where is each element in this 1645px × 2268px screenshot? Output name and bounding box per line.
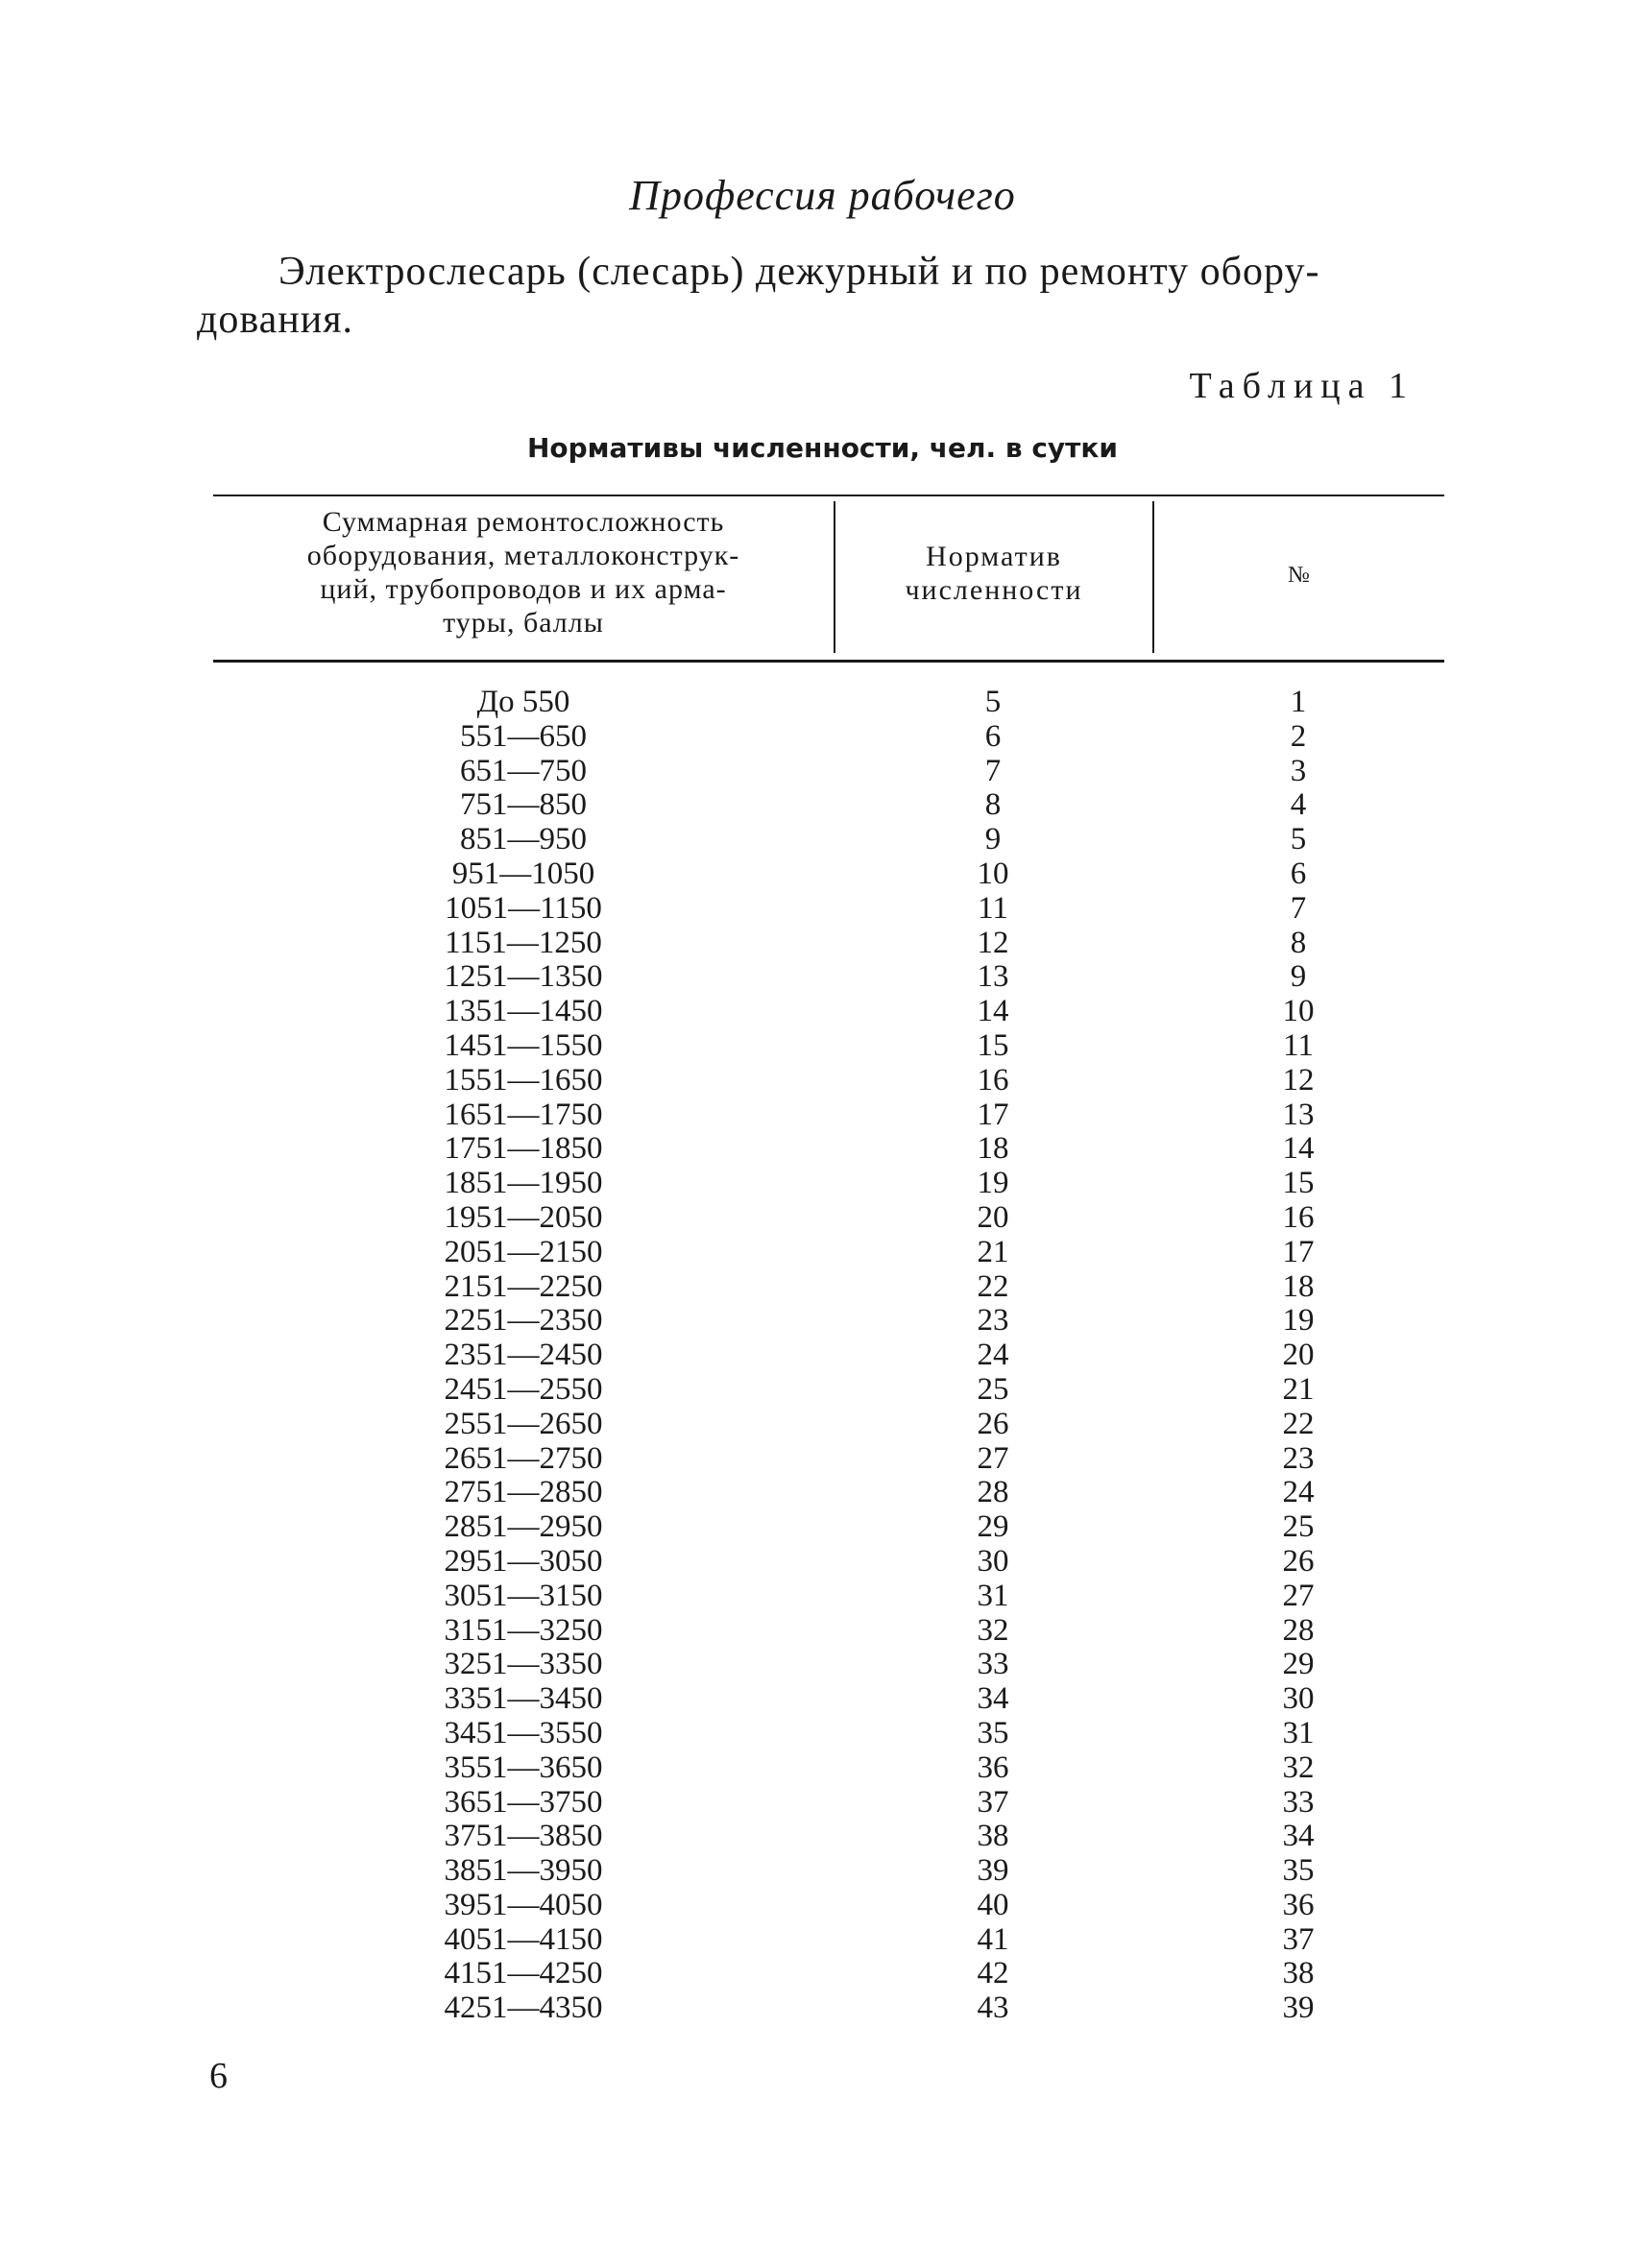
norm-cell: 28 [977,1475,1009,1510]
table-row [213,1098,1444,1133]
norm-cell: 5 [984,685,1002,719]
range-cell: 4251—4350 [444,1991,603,2026]
column-header-norm: Норматив численности [905,541,1083,606]
range-cell: 2251—2350 [444,1303,603,1339]
number-cell: 25 [1282,1509,1315,1545]
range-cell: 551—650 [460,718,587,754]
range-cell: 3251—3350 [444,1647,603,1682]
number-cell: 7 [1290,890,1307,926]
norm-cell: 23 [977,1303,1009,1339]
number-cell: 4 [1290,787,1307,823]
norm-cell: 15 [977,1027,1009,1063]
number-cell: 10 [1282,994,1315,1029]
norm-cell: 13 [977,959,1009,995]
norm-cell: 33 [977,1647,1009,1682]
number-cell: 30 [1282,1681,1315,1717]
table-row [213,995,1444,1029]
norm-cell: 7 [984,753,1002,788]
table-row [213,1614,1444,1649]
norm-cell: 12 [977,925,1009,960]
norm-cell: 25 [977,1371,1009,1407]
norm-cell: 17 [977,1097,1009,1132]
range-cell: 1951—2050 [444,1199,603,1235]
number-cell: 12 [1282,1062,1315,1098]
table-row [213,1408,1444,1442]
norm-cell: 31 [977,1578,1009,1613]
range-cell: 1651—1750 [444,1097,603,1132]
table-row [213,1854,1444,1889]
range-cell: 651—750 [460,753,587,788]
norm-cell: 30 [977,1543,1009,1579]
table-row [213,1373,1444,1408]
number-cell: 26 [1282,1543,1315,1579]
norm-cell: 9 [984,822,1002,857]
number-cell: 22 [1282,1406,1315,1441]
table-row [213,1304,1444,1339]
norm-cell: 29 [977,1509,1009,1545]
norm-cell: 18 [977,1131,1009,1167]
range-cell: 1551—1650 [444,1062,603,1098]
table-row [213,1339,1444,1373]
table-header-rule [213,660,1444,663]
number-cell: 14 [1282,1131,1315,1167]
table-row [213,1132,1444,1167]
table-row [213,857,1444,892]
table-row [213,960,1444,995]
range-cell: 3951—4050 [444,1887,603,1922]
number-cell: 15 [1282,1166,1315,1201]
profession-line-2: дования. [197,298,354,342]
norm-cell: 11 [978,890,1008,926]
table-row [213,892,1444,927]
range-cell: 3551—3650 [444,1749,603,1785]
range-cell: 851—950 [460,822,587,857]
norm-cell: 21 [977,1234,1009,1269]
table-row [213,1510,1444,1545]
column-header-complexity: Суммарная ремонтосложность оборудования, металлоконструк- ций, трубопроводов и их арма- туры, баллы [306,506,740,639]
norm-cell: 27 [977,1440,1009,1476]
table-row [213,1957,1444,1991]
norm-cell: 26 [977,1406,1009,1441]
table-row [213,1064,1444,1098]
number-cell: 1 [1290,685,1307,719]
number-cell: 19 [1282,1303,1315,1339]
number-cell: 24 [1282,1475,1315,1510]
number-cell: 39 [1282,1991,1315,2026]
table-body [213,686,1444,2026]
table-row [213,1717,1444,1751]
range-cell: 4151—4250 [444,1956,603,1991]
number-cell: 2 [1290,718,1307,754]
column-header-number: № [1288,563,1311,588]
profession-heading: Профессия рабочего [629,172,1016,219]
range-cell: 2451—2550 [444,1371,603,1407]
range-cell: 4051—4150 [444,1921,603,1957]
number-cell: 3 [1290,753,1307,788]
norm-cell: 41 [977,1921,1009,1957]
range-cell: 3851—3950 [444,1853,603,1889]
table-row [213,1201,1444,1236]
range-cell: 2551—2650 [444,1406,603,1441]
norm-cell: 10 [977,856,1009,891]
number-cell: 29 [1282,1647,1315,1682]
range-cell: 2151—2250 [444,1268,603,1304]
norm-cell: 39 [977,1853,1009,1889]
table-label: Таблица 1 [1189,366,1415,406]
number-cell: 13 [1282,1097,1315,1132]
range-cell: 2951—3050 [444,1543,603,1579]
table-row [213,823,1444,857]
range-cell: 1851—1950 [444,1166,603,1201]
table-row [213,1991,1444,2026]
range-cell: 2651—2750 [444,1440,603,1476]
number-cell: 20 [1282,1338,1315,1373]
table-row [213,1648,1444,1682]
table-row [213,1545,1444,1580]
range-cell: 2851—2950 [444,1509,603,1545]
table-row [213,686,1444,720]
norm-cell: 34 [977,1681,1009,1717]
norm-cell: 16 [977,1062,1009,1098]
norm-cell: 42 [977,1956,1009,1991]
number-cell: 9 [1290,959,1307,995]
range-cell: 1251—1350 [444,959,603,995]
norm-cell: 20 [977,1199,1009,1235]
number-cell: 35 [1282,1853,1315,1889]
table-row [213,788,1444,823]
range-cell: 1451—1550 [444,1027,603,1063]
number-cell: 6 [1290,856,1307,891]
number-cell: 17 [1282,1234,1315,1269]
table-row [213,1029,1444,1064]
number-cell: 16 [1282,1199,1315,1235]
number-cell: 38 [1282,1956,1315,1991]
norm-cell: 22 [977,1268,1009,1304]
range-cell: 1351—1450 [444,994,603,1029]
norm-cell: 43 [977,1991,1009,2026]
norm-cell: 24 [977,1338,1009,1373]
number-cell: 33 [1282,1784,1315,1820]
number-cell: 11 [1283,1027,1314,1063]
range-cell: 751—850 [460,787,587,823]
range-cell: До 550 [476,685,570,719]
number-cell: 21 [1282,1371,1315,1407]
range-cell: 3351—3450 [444,1681,603,1717]
range-cell: 1151—1250 [445,925,602,960]
norm-cell: 37 [977,1784,1009,1820]
range-cell: 3051—3150 [444,1578,603,1613]
norm-cell: 38 [977,1819,1009,1854]
table-row [213,1923,1444,1958]
range-cell: 3451—3550 [444,1715,603,1750]
range-cell: 1751—1850 [444,1131,603,1167]
number-cell: 36 [1282,1887,1315,1922]
norm-cell: 35 [977,1715,1009,1750]
profession-line-1: Электрослесарь (слесарь) дежурный и по ремонту обору- [278,250,1320,294]
norm-cell: 8 [984,787,1002,823]
range-cell: 3151—3250 [444,1612,603,1648]
norm-cell: 40 [977,1887,1009,1922]
number-cell: 34 [1282,1819,1315,1854]
range-cell: 2751—2850 [444,1475,603,1510]
norm-cell: 14 [977,994,1009,1029]
table-row [213,1751,1444,1786]
table-row [213,1889,1444,1923]
page-number: 6 [209,2056,228,2096]
number-cell: 31 [1282,1715,1315,1750]
table-row [213,720,1444,755]
table-row [213,1786,1444,1821]
table-row [213,1167,1444,1201]
range-cell: 2051—2150 [444,1234,603,1269]
number-cell: 5 [1290,822,1307,857]
number-cell: 23 [1282,1440,1315,1476]
table-top-rule [213,495,1444,496]
norm-cell: 36 [977,1749,1009,1785]
table-row [213,1236,1444,1270]
table-row [213,1580,1444,1614]
number-cell: 27 [1282,1578,1315,1613]
number-cell: 18 [1282,1268,1315,1304]
range-cell: 1051—1150 [445,890,602,926]
number-cell: 32 [1282,1749,1315,1785]
table-row [213,1442,1444,1477]
table-row [213,1476,1444,1510]
number-cell: 8 [1290,925,1307,960]
range-cell: 2351—2450 [444,1338,603,1373]
table-row [213,1270,1444,1305]
range-cell: 3651—3750 [444,1784,603,1820]
table-row [213,755,1444,789]
number-cell: 37 [1282,1921,1315,1957]
table-row [213,1820,1444,1854]
norm-cell: 32 [977,1612,1009,1648]
norm-cell: 19 [977,1166,1009,1201]
norm-cell: 6 [984,718,1002,754]
profession-description [197,248,1445,344]
number-cell: 28 [1282,1612,1315,1648]
table-row [213,1682,1444,1717]
range-cell: 951—1050 [451,856,595,891]
table-row [213,927,1444,961]
table-caption: Нормативы численности, чел. в сутки [526,432,1119,464]
range-cell: 3751—3850 [444,1819,603,1854]
